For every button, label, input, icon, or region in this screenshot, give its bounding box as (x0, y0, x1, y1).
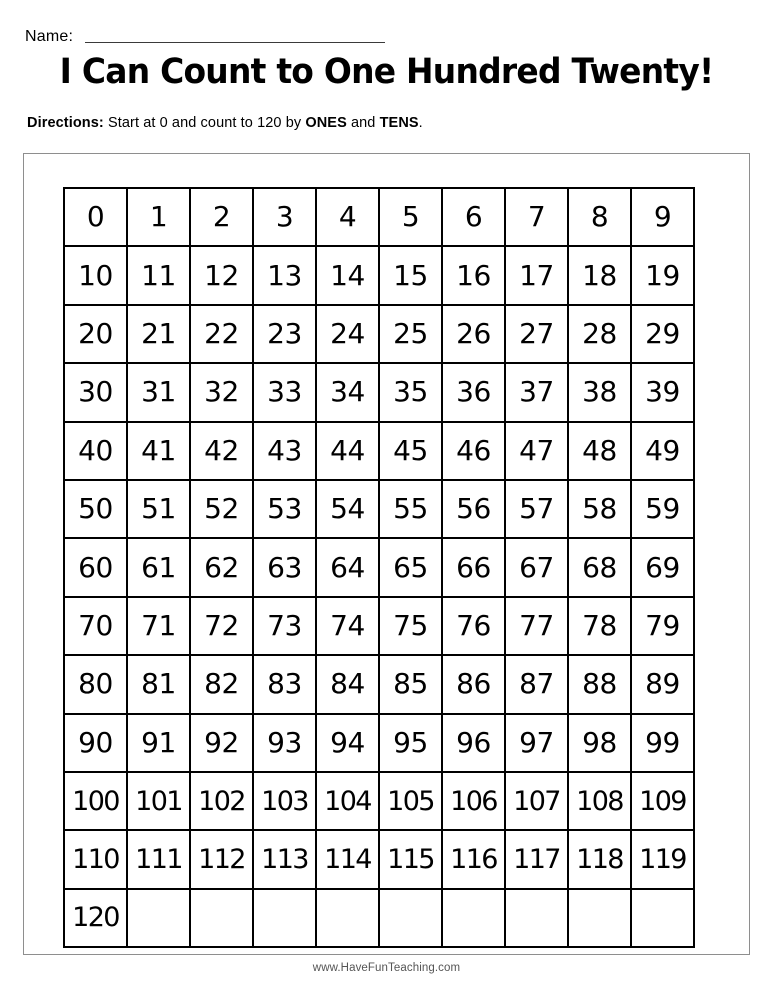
number-cell[interactable]: 85 (379, 655, 442, 713)
number-cell[interactable]: 38 (568, 363, 631, 421)
number-cell[interactable]: 95 (379, 714, 442, 772)
number-cell[interactable]: 82 (190, 655, 253, 713)
name-input-line[interactable] (85, 41, 385, 43)
number-cell[interactable]: 2 (190, 188, 253, 246)
number-cell[interactable]: 81 (127, 655, 190, 713)
number-cell[interactable]: 43 (253, 422, 316, 480)
number-cell[interactable]: 109 (631, 772, 694, 830)
number-cell[interactable]: 21 (127, 305, 190, 363)
number-cell[interactable]: 97 (505, 714, 568, 772)
number-cell-empty[interactable] (631, 889, 694, 947)
number-cell[interactable]: 77 (505, 597, 568, 655)
directions-part1: Start at 0 and count to 120 by (103, 115, 306, 131)
number-cell[interactable]: 108 (568, 772, 631, 830)
number-cell[interactable]: 1 (127, 188, 190, 246)
number-cell-empty[interactable] (442, 889, 505, 947)
number-cell[interactable]: 101 (127, 772, 190, 830)
number-cell[interactable]: 49 (631, 422, 694, 480)
number-grid-row (64, 714, 694, 772)
number-cell[interactable]: 57 (505, 480, 568, 538)
number-cell[interactable]: 87 (505, 655, 568, 713)
number-cell[interactable]: 33 (253, 363, 316, 421)
number-cell[interactable]: 59 (631, 480, 694, 538)
number-cell[interactable]: 26 (442, 305, 505, 363)
number-cell[interactable]: 104 (316, 772, 379, 830)
number-cell[interactable]: 22 (190, 305, 253, 363)
number-cell[interactable]: 15 (379, 246, 442, 304)
number-cell[interactable]: 31 (127, 363, 190, 421)
number-cell-empty[interactable] (127, 889, 190, 947)
number-cell[interactable]: 98 (568, 714, 631, 772)
number-cell[interactable]: 0 (64, 188, 127, 246)
number-cell[interactable]: 84 (316, 655, 379, 713)
number-cell[interactable]: 44 (316, 422, 379, 480)
number-grid-table (63, 187, 695, 948)
number-cell[interactable]: 34 (316, 363, 379, 421)
number-cell[interactable]: 24 (316, 305, 379, 363)
number-cell[interactable]: 53 (253, 480, 316, 538)
number-cell[interactable]: 7 (505, 188, 568, 246)
number-cell[interactable]: 41 (127, 422, 190, 480)
number-cell[interactable]: 69 (631, 538, 694, 596)
number-cell[interactable]: 45 (379, 422, 442, 480)
number-cell[interactable]: 48 (568, 422, 631, 480)
number-cell[interactable]: 78 (568, 597, 631, 655)
number-cell[interactable]: 46 (442, 422, 505, 480)
number-cell[interactable]: 12 (190, 246, 253, 304)
number-cell[interactable]: 116 (442, 830, 505, 888)
number-cell[interactable]: 28 (568, 305, 631, 363)
number-cell[interactable]: 9 (631, 188, 694, 246)
number-cell[interactable]: 14 (316, 246, 379, 304)
number-cell[interactable]: 37 (505, 363, 568, 421)
footer-url: www.HaveFunTeaching.com (312, 962, 461, 974)
number-cell[interactable]: 92 (190, 714, 253, 772)
directions-emphasis-tens: TENS (379, 115, 419, 131)
number-cell[interactable]: 47 (505, 422, 568, 480)
number-cell[interactable]: 16 (442, 246, 505, 304)
number-grid-row (64, 538, 694, 596)
number-cell[interactable]: 27 (505, 305, 568, 363)
directions-part3: . (418, 115, 423, 131)
number-grid-row (64, 363, 694, 421)
number-cell-empty[interactable] (253, 889, 316, 947)
number-grid-row (64, 772, 694, 830)
number-cell[interactable]: 6 (442, 188, 505, 246)
number-grid-row (64, 305, 694, 363)
number-cell[interactable]: 79 (631, 597, 694, 655)
number-grid-body (64, 188, 694, 947)
number-cell[interactable]: 19 (631, 246, 694, 304)
number-cell[interactable]: 112 (190, 830, 253, 888)
number-cell[interactable]: 110 (64, 830, 127, 888)
number-cell[interactable]: 86 (442, 655, 505, 713)
number-cell[interactable]: 4 (316, 188, 379, 246)
directions-part2: and (346, 115, 380, 131)
number-cell[interactable]: 60 (64, 538, 127, 596)
number-cell[interactable]: 72 (190, 597, 253, 655)
number-cell[interactable]: 100 (64, 772, 127, 830)
number-cell[interactable]: 30 (64, 363, 127, 421)
number-grid-row (64, 480, 694, 538)
page-title: I Can Count to One Hundred Twenty! (59, 52, 714, 92)
number-cell[interactable]: 63 (253, 538, 316, 596)
number-grid-row (64, 422, 694, 480)
number-cell[interactable]: 93 (253, 714, 316, 772)
number-grid-row (64, 597, 694, 655)
number-cell[interactable]: 40 (64, 422, 127, 480)
number-cell[interactable]: 64 (316, 538, 379, 596)
directions-label: Directions: (27, 115, 104, 131)
number-cell[interactable]: 36 (442, 363, 505, 421)
number-cell[interactable]: 91 (127, 714, 190, 772)
number-cell[interactable]: 73 (253, 597, 316, 655)
number-cell[interactable]: 71 (127, 597, 190, 655)
number-cell[interactable]: 66 (442, 538, 505, 596)
directions-text (27, 115, 423, 132)
number-cell[interactable]: 5 (379, 188, 442, 246)
number-cell[interactable]: 35 (379, 363, 442, 421)
number-cell-empty[interactable] (379, 889, 442, 947)
number-cell[interactable]: 42 (190, 422, 253, 480)
number-cell[interactable]: 106 (442, 772, 505, 830)
number-cell[interactable]: 76 (442, 597, 505, 655)
number-cell[interactable]: 90 (64, 714, 127, 772)
number-cell[interactable]: 74 (316, 597, 379, 655)
number-cell[interactable]: 20 (64, 305, 127, 363)
number-cell[interactable]: 23 (253, 305, 316, 363)
number-grid-row (64, 246, 694, 304)
number-cell[interactable]: 75 (379, 597, 442, 655)
number-chart (63, 187, 686, 934)
number-cell[interactable]: 70 (64, 597, 127, 655)
number-cell[interactable]: 114 (316, 830, 379, 888)
number-cell[interactable]: 50 (64, 480, 127, 538)
number-cell[interactable]: 61 (127, 538, 190, 596)
number-cell[interactable]: 3 (253, 188, 316, 246)
number-grid-row (64, 830, 694, 888)
number-cell[interactable]: 80 (64, 655, 127, 713)
number-cell[interactable]: 39 (631, 363, 694, 421)
number-cell[interactable]: 89 (631, 655, 694, 713)
number-cell[interactable]: 102 (190, 772, 253, 830)
number-cell-empty[interactable] (316, 889, 379, 947)
number-cell[interactable]: 18 (568, 246, 631, 304)
number-cell-empty[interactable] (568, 889, 631, 947)
number-cell[interactable]: 117 (505, 830, 568, 888)
number-cell[interactable]: 103 (253, 772, 316, 830)
number-cell[interactable]: 120 (64, 889, 127, 947)
number-cell[interactable]: 96 (442, 714, 505, 772)
number-cell[interactable]: 29 (631, 305, 694, 363)
number-grid-row (64, 188, 694, 246)
number-cell-empty[interactable] (505, 889, 568, 947)
number-cell[interactable]: 67 (505, 538, 568, 596)
number-cell[interactable]: 107 (505, 772, 568, 830)
number-cell[interactable]: 105 (379, 772, 442, 830)
number-cell[interactable]: 111 (127, 830, 190, 888)
number-cell[interactable]: 25 (379, 305, 442, 363)
number-cell[interactable]: 32 (190, 363, 253, 421)
number-cell[interactable]: 113 (253, 830, 316, 888)
number-grid-row (64, 655, 694, 713)
number-cell[interactable]: 56 (442, 480, 505, 538)
number-cell[interactable]: 62 (190, 538, 253, 596)
number-cell[interactable]: 119 (631, 830, 694, 888)
number-cell[interactable]: 17 (505, 246, 568, 304)
number-cell[interactable]: 58 (568, 480, 631, 538)
number-cell[interactable]: 83 (253, 655, 316, 713)
number-cell[interactable]: 88 (568, 655, 631, 713)
number-cell[interactable]: 65 (379, 538, 442, 596)
number-cell[interactable]: 94 (316, 714, 379, 772)
number-grid-row (64, 889, 694, 947)
number-cell[interactable]: 10 (64, 246, 127, 304)
number-cell-empty[interactable] (190, 889, 253, 947)
number-cell[interactable]: 54 (316, 480, 379, 538)
number-cell[interactable]: 13 (253, 246, 316, 304)
number-cell[interactable]: 68 (568, 538, 631, 596)
name-row (25, 20, 725, 46)
directions-emphasis-ones: ONES (305, 115, 347, 131)
number-cell[interactable]: 55 (379, 480, 442, 538)
number-cell[interactable]: 52 (190, 480, 253, 538)
number-cell[interactable]: 118 (568, 830, 631, 888)
number-cell[interactable]: 51 (127, 480, 190, 538)
name-label: Name: (25, 28, 74, 45)
number-cell[interactable]: 8 (568, 188, 631, 246)
number-cell[interactable]: 115 (379, 830, 442, 888)
number-cell[interactable]: 11 (127, 246, 190, 304)
number-cell[interactable]: 99 (631, 714, 694, 772)
